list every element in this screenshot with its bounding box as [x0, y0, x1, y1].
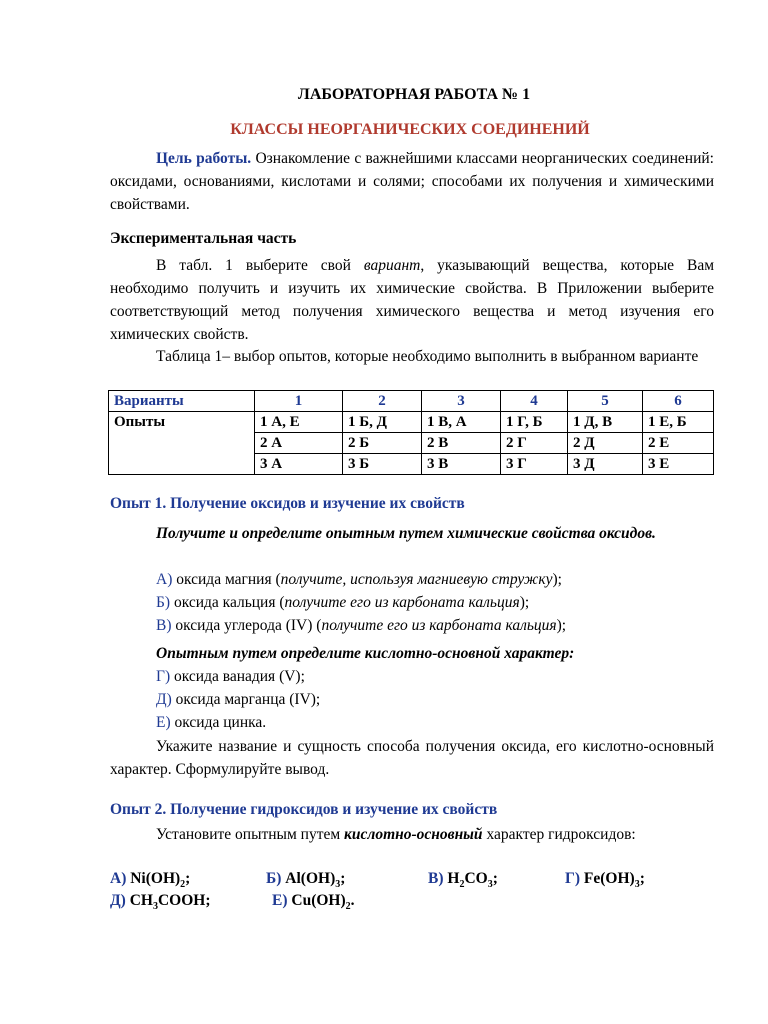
- formula-letter: Е): [272, 892, 288, 909]
- item-text: оксида цинка.: [170, 714, 267, 731]
- formula-mid: COOH: [157, 892, 206, 909]
- formula-tail: ;: [639, 870, 645, 887]
- formula-letter: Б): [266, 870, 282, 887]
- variant-cell: 2: [343, 391, 422, 412]
- formula-item: [565, 868, 645, 896]
- table-cell: 2 Д: [568, 433, 643, 454]
- formula-item: [428, 868, 498, 896]
- formula-letter: А): [110, 870, 127, 887]
- item-letter: Г): [156, 668, 171, 685]
- item-letter: В): [156, 617, 172, 634]
- formula-list: [110, 868, 714, 916]
- exp1-conclusion: Укажите название и сущность способа получения оксида, его кислотно-основный характер. Сформулируйте вывод.: [110, 738, 714, 778]
- table-cell: 3 В: [422, 454, 501, 475]
- table-cell: 2 Б: [343, 433, 422, 454]
- item-end: );: [556, 617, 567, 634]
- exp1-item-b: [156, 591, 529, 614]
- item-text: оксида углерода (IV) (: [171, 617, 322, 634]
- variant-cell: 6: [643, 391, 714, 412]
- formula-subscript: 2: [345, 901, 351, 913]
- formula-tail: ;: [185, 870, 191, 887]
- formula-letter: Г): [565, 870, 581, 887]
- experimental-heading: Экспериментальная часть: [110, 230, 297, 247]
- exp1-item-e: [156, 711, 266, 734]
- goal-text: Ознакомление с важнейшими классами неорганических соединений: оксидами, основаниями, кислотами и солями; способами их получения и химическими свойствами.: [110, 150, 714, 213]
- table-cell: 3 Б: [343, 454, 422, 475]
- table-header-row: [109, 391, 714, 412]
- experimental-variant-word: вариант: [363, 257, 421, 274]
- formula-letter: В): [428, 870, 444, 887]
- experimental-text-start: В табл. 1 выберите свой: [156, 257, 364, 274]
- formula-base: CH: [129, 892, 153, 909]
- table-row-label: Опыты: [109, 412, 255, 475]
- exp2-text-start: Установите опытным путем: [156, 826, 345, 843]
- formula-tail: .: [350, 892, 355, 909]
- exp2-paragraph: [110, 823, 714, 846]
- item-note: получите его из карбоната кальция: [321, 617, 557, 634]
- formula-base: Cu(OH): [291, 892, 346, 909]
- formula-tail: ;: [492, 870, 498, 887]
- formula-tail: ;: [340, 870, 346, 887]
- formula-base: Ni(OH): [130, 870, 181, 887]
- formula-subscript: 2: [180, 879, 186, 891]
- item-letter: Е): [156, 714, 171, 731]
- variants-table: [108, 390, 714, 475]
- exp1-item-g: [156, 665, 305, 688]
- item-letter: Б): [156, 594, 171, 611]
- exp2-emphasis: кислотно-основный: [344, 826, 483, 843]
- formula-letter: Д): [110, 892, 126, 909]
- exp1-item-a: [156, 568, 562, 591]
- table-cell: 3 Д: [568, 454, 643, 475]
- item-text: оксида магния (: [172, 571, 281, 588]
- table-cell: 2 Г: [501, 433, 568, 454]
- exp1-item-v: [156, 614, 566, 637]
- formula-item: [272, 890, 355, 918]
- item-text: оксида ванадия (V);: [170, 668, 305, 685]
- exp2-heading: Опыт 2. Получение гидроксидов и изучение их свойств: [110, 801, 498, 818]
- formula-base: Al(OH): [285, 870, 336, 887]
- lab-title: ЛАБОРАТОРНАЯ РАБОТА № 1: [297, 86, 531, 103]
- variant-cell: 1: [255, 391, 343, 412]
- exp1-task: Получите и определите опытным путем химические свойства оксидов.: [156, 525, 656, 542]
- item-text: оксида марганца (IV);: [171, 691, 321, 708]
- table-cell: 2 А: [255, 433, 343, 454]
- formula-base: Fe(OH): [583, 870, 635, 887]
- variant-cell: 4: [501, 391, 568, 412]
- formula-subscript: 3: [634, 879, 640, 891]
- table-cell: 1 Г, Б: [501, 412, 568, 433]
- table-row: [109, 412, 714, 433]
- item-note: получите, используя магниевую стружку: [280, 571, 553, 588]
- table-cell: 1 Е, Б: [643, 412, 714, 433]
- formula-tail: ;: [205, 892, 211, 909]
- formula-subscript: 3: [152, 901, 158, 913]
- formula-subscript: 2: [459, 879, 465, 891]
- goal-paragraph: [110, 147, 714, 216]
- table-cell: 1 А, Е: [255, 412, 343, 433]
- table-cell: 1 Б, Д: [343, 412, 422, 433]
- item-note: получите его из карбоната кальция: [284, 594, 520, 611]
- experimental-paragraph: [110, 254, 714, 346]
- item-letter: А): [156, 571, 173, 588]
- table-cell: 2 В: [422, 433, 501, 454]
- item-end: );: [519, 594, 530, 611]
- formula-mid: CO: [464, 870, 488, 887]
- exp1-item-d: [156, 688, 320, 711]
- item-text: оксида кальция (: [170, 594, 285, 611]
- lab-subtitle: КЛАССЫ НЕОРГАНИЧЕСКИХ СОЕДИНЕНИЙ: [230, 121, 590, 138]
- exp1-task2: Опытным путем определите кислотно-основной характер:: [156, 645, 575, 662]
- item-end: );: [552, 571, 562, 588]
- table-cell: 3 Е: [643, 454, 714, 475]
- variant-cell: 3: [422, 391, 501, 412]
- variant-cell: 5: [568, 391, 643, 412]
- table-cell: 3 А: [255, 454, 343, 475]
- formula-subscript: 3: [487, 879, 493, 891]
- item-letter: Д): [156, 691, 172, 708]
- table-cell: 1 Д, В: [568, 412, 643, 433]
- exp1-heading: Опыт 1. Получение оксидов и изучение их свойств: [110, 495, 465, 512]
- exp2-text-end: характер гидроксидов:: [482, 826, 636, 843]
- table-cell: 2 Е: [643, 433, 714, 454]
- table-cell: 1 В, А: [422, 412, 501, 433]
- table-caption: Таблица 1– выбор опытов, которые необходимо выполнить в выбранном варианте: [156, 348, 699, 365]
- formula-item: [110, 890, 211, 918]
- formula-base: H: [447, 870, 460, 887]
- table-header-label: Варианты: [109, 391, 255, 412]
- formula-subscript: 3: [335, 879, 341, 891]
- goal-label: Цель работы.: [156, 150, 252, 167]
- experimental-text-end: , указывающий вещества, которые Вам необходимо получить и изучить их химические свойства. В Приложении выберите соответствующий метод получения химического вещества и метод изучения его химических свойств.: [110, 257, 715, 343]
- table-cell: 3 Г: [501, 454, 568, 475]
